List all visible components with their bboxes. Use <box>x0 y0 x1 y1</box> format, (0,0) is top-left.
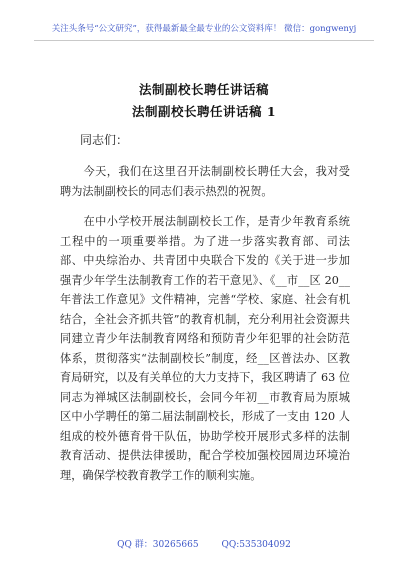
document-subtitle: 法制副校长聘任讲话稿 1 <box>131 104 277 119</box>
header-divider <box>34 40 374 41</box>
footer-contact <box>0 537 408 550</box>
footer-qq-group: QQ 群：30265665 <box>117 540 199 550</box>
footer-qq: QQ:535304092 <box>221 540 291 550</box>
paragraph-2: 在中小学校开展法制副校长工作，是青少年教育系统工程中的一项重要举措。为了进一步落实教育部、司法部、中央综治办、共青团中央联合下发的《关于进一步加强青少年学生法制教育工作的若干意见》、《__市__区 20__年普法工作意见》文件精神，完善“学校、家庭、社会有机结合，全社会齐抓共管”的教育机制，充分利用社会资源共同建立青少年法制教育网络和预防青少年犯罪的社会防范体系，贯彻落实“法制副校长”制度，经__区普法办、区教育局研究，以及有关单位的大力支持下，我区聘请了 63 位同志为禅城区法制副校长，会同今年初__市教育局为原城区中小学聘任的第二届法制副校长，形成了一支由 120 人组成的校外德育骨干队伍，协助学校开展形式多样的法制教育活动、提供法律援助，配合学校加强校园周边环境治理，确保学校教育教学工作的顺利实施。 <box>60 215 350 482</box>
document-title: 法制副校长聘任讲话稿 <box>138 82 269 97</box>
header-notice: 关注头条号“公文研究”，获得最新最全最专业的公文资料库！ 微信：gongwenyj <box>51 24 357 34</box>
paragraph-1: 今天，我们在这里召开法制副校长聘任大会，我对受聘为法制副校长的同志们表示热烈的祝贺。 <box>60 165 350 198</box>
greeting: 同志们： <box>80 133 129 147</box>
